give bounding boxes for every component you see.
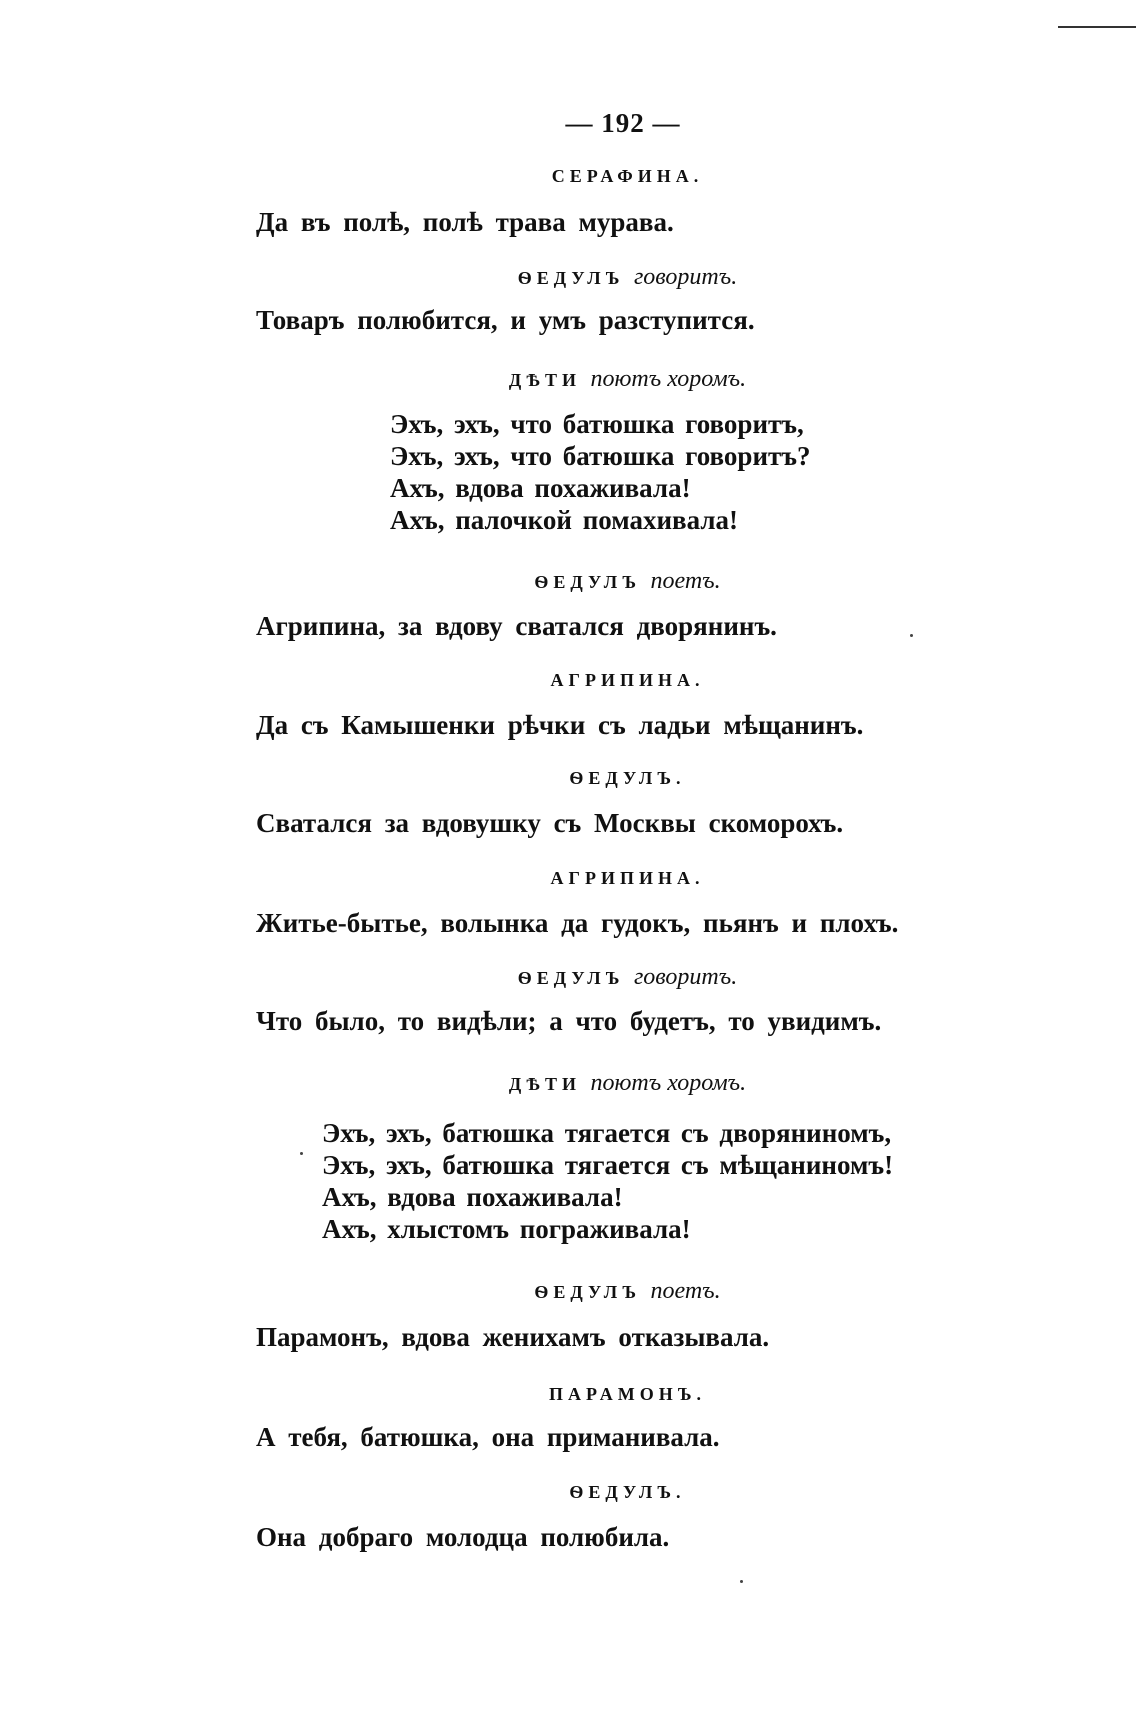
speaker-name: АГРИПИНА. [550,868,705,888]
verse-line: Эхъ, эхъ, что батюшка говоритъ? [390,441,811,471]
speaker-heading [250,768,1005,789]
verse-stanza [390,408,811,536]
verse-line: Ахъ, вдова похаживала! [390,473,691,503]
verse-line: Ахъ, вдова похаживала! [322,1182,623,1212]
speaker-heading [250,366,1005,393]
ink-speck [910,634,913,637]
speaker-heading [250,1482,1005,1503]
speaker-heading [250,1278,1005,1305]
speaker-name: АГРИПИНА. [550,670,705,690]
dialogue-line: Парамонъ, вдова женихамъ отказывала. [256,1322,770,1352]
speaker-heading [250,1070,1005,1097]
speaker-name: ѲЕДУЛЪ [517,268,625,288]
page-number: — 192 — [565,108,681,138]
speaker-heading [250,568,1005,595]
stage-direction: говоритъ. [633,264,738,290]
verse-line: Эхъ, эхъ, батюшка тягается съ дворяниномъ, [322,1118,892,1148]
stage-direction: поетъ. [650,1278,721,1304]
dialogue-line: Она добраго молодца полюбила. [256,1522,670,1552]
speaker-heading [250,1384,1005,1405]
dialogue-line: Сватался за вдовушку съ Москвы скоморохъ. [256,808,844,838]
speaker-name: ДѢТИ [508,370,581,390]
ink-speck [740,1580,743,1583]
dialogue-line: Агрипина, за вдову сватался дворянинъ. [256,611,777,641]
speaker-name: ѲЕДУЛЪ [534,572,641,592]
speaker-name: ѲЕДУЛЪ. [569,768,686,788]
speaker-name: ДѢТИ [508,1074,581,1094]
stage-direction: поютъ хоромъ. [590,366,747,392]
verse-line: Эхъ, эхъ, батюшка тягается съ мѣщаниномъ! [322,1150,894,1180]
speaker-name: ѲЕДУЛЪ [534,1282,641,1302]
speaker-name: ѲЕДУЛЪ [517,968,625,988]
corner-rule [1058,26,1136,28]
dialogue-line: А тебя, батюшка, она приманивала. [256,1422,720,1452]
dialogue-line: Что было, то видѣли; а что будетъ, то увидимъ. [256,1006,882,1036]
dialogue-line: Да въ полѣ, полѣ трава мурава. [256,207,674,237]
stage-direction: говоритъ. [633,964,738,990]
speaker-heading [250,670,1005,691]
stage-direction: поетъ. [650,568,721,594]
verse-line: Ахъ, палочкой помахивала! [390,505,738,535]
speaker-name: ѲЕДУЛЪ. [569,1482,686,1502]
speaker-heading [250,868,1005,889]
speaker-heading [250,964,1005,991]
speaker-name: СЕРАФИНА. [551,166,704,186]
verse-line: Эхъ, эхъ, что батюшка говоритъ, [390,409,804,439]
speaker-name: ПАРАМОНЪ. [549,1384,706,1404]
stage-direction: поютъ хоромъ. [590,1070,747,1096]
dialogue-line: Житье-бытье, волынка да гудокъ, пьянъ и плохъ. [256,908,899,938]
speaker-heading [250,264,1005,291]
dialogue-line: Да съ Камышенки рѣчки съ ладьи мѣщанинъ. [256,710,864,740]
speaker-heading [250,166,1005,187]
dialogue-line: Товаръ полюбится, и умъ разступится. [256,305,755,335]
verse-line: Ахъ, хлыстомъ пограживала! [322,1214,691,1244]
verse-stanza [322,1117,893,1245]
ink-speck [300,1152,303,1155]
